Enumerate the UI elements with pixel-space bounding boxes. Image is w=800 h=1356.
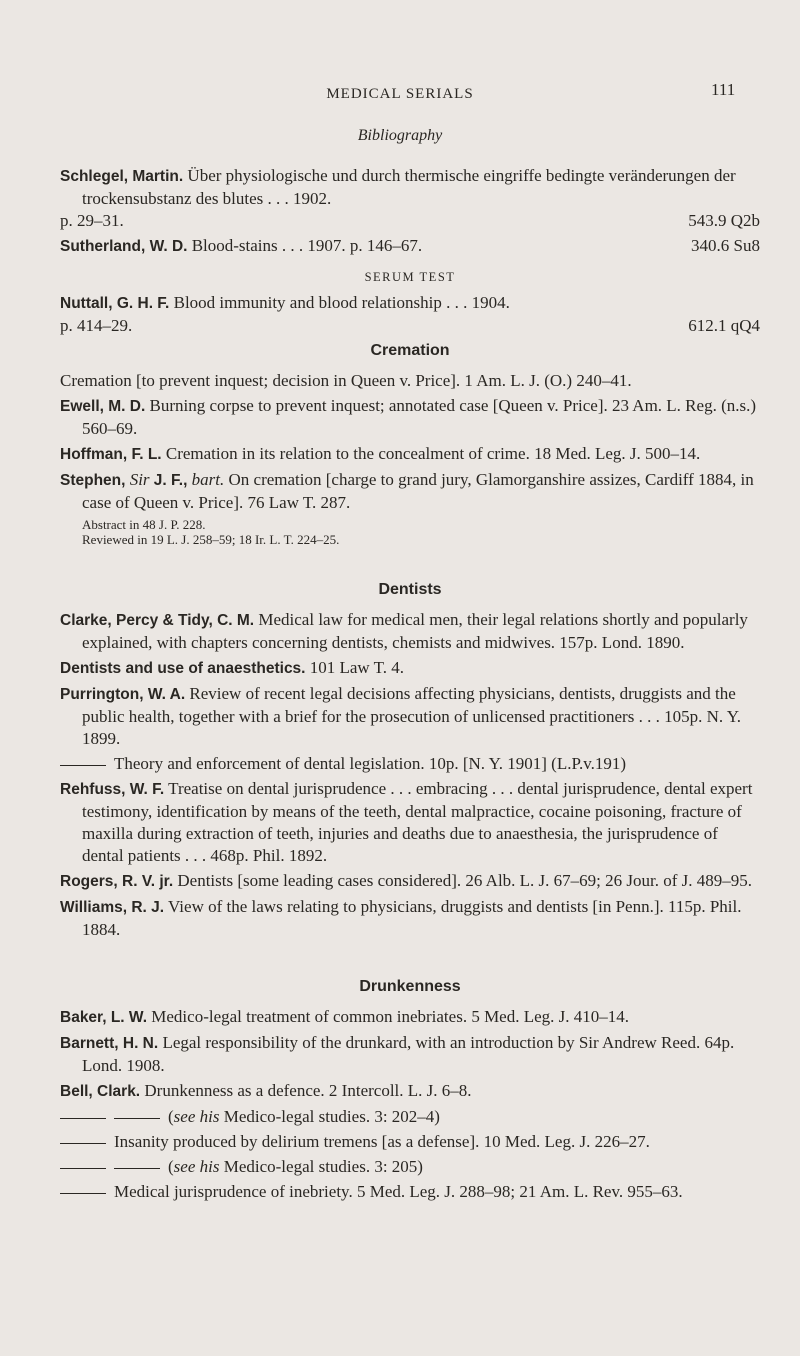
entry-text: Blood immunity and blood relationship . . . 1904. [173,293,510,312]
serum-test-heading: SERUM TEST [364,270,456,284]
section-subtitle: Bibliography [357,127,443,144]
entry-bell-4: (see his Medico-legal studies. 3: 205) [60,1156,760,1178]
entry-baker [60,1006,760,1029]
entry-text: On cremation [charge to grand jury, Glamorganshire assizes, Cardiff 1884, in case of Queen v. Price]. 76 Law T. 287. [82,470,754,512]
ditto-dash [60,1143,106,1144]
entry-author: Nuttall, G. H. F. [60,295,170,312]
entry-text: 101 Law T. 4. [309,658,405,677]
entry-text: Burning corpse to prevent inquest; annotated case [Queen v. Price]. 23 Am. L. Reg. (n.s.) 560–69. [82,396,757,438]
entry-cremation: Cremation [to prevent inquest; decision in Queen v. Price]. 1 Am. L. J. (O.) 240–41. [60,371,632,390]
call-number: 612.1 qQ4 [688,316,760,335]
see-reference: see his [173,1107,220,1126]
entry-text: Medico-legal studies. 3: 205) [223,1157,423,1176]
entry-ewell [60,395,760,440]
entry-author: Dentists and use of anaesthetics. [60,660,306,677]
entry-text: Cremation in its relation to the concealment of crime. 18 Med. Leg. J. 500–14. [165,444,701,463]
entry-line [60,210,760,232]
running-title: MEDICAL SERIALS [326,86,474,102]
entry-note: Reviewed in 19 L. J. 258–59; 18 Ir. L. T. 224–25. [82,532,340,547]
entry-bell-2: (see his Medico-legal studies. 3: 202–4) [60,1106,760,1128]
dentists-heading: Dentists [378,581,442,598]
entry-schlegel [60,165,760,232]
entry-barnett [60,1032,760,1077]
entry-clarke [60,609,760,654]
entry-hoffman [60,443,760,466]
entry-text: Review of recent legal decisions affecting physicians, dentists, druggists and the public health, together with a brief for the prosecution of unlicensed practitioners . . . 105p. N. Y. 1899. [82,684,742,748]
entry-title-sir: Sir [129,470,150,489]
entry-author: Rehfuss, W. F. [60,781,165,798]
entry-text: Drunkenness as a defence. 2 Intercoll. L. J. 6–8. [144,1081,472,1100]
entry-author: Rogers, R. V. jr. [60,873,174,890]
drunkenness-heading: Drunkenness [359,978,461,995]
entry-author: Bell, Clark. [60,1083,141,1100]
entry-author: Barnett, H. N. [60,1035,159,1052]
entry-text: Treatise on dental jurisprudence . . . embracing . . . dental jurisprudence, dental expert testimony, identification by means of the teeth, dental malpractice, cocaine poisoning, fracture of maxilla during extraction of teeth, injuries and deaths due to anaesthesia, the jurisprudence of dental patients . . . 468p. Phil. 1892. [82,779,753,865]
entry-text: Medical jurisprudence of inebriety. 5 Med. Leg. J. 288–98; 21 Am. L. Rev. 955–63. [114,1182,683,1201]
entry-bell-5 [60,1181,760,1203]
entry-title-bart: bart. [191,470,225,489]
entry-initials: J. F., [153,472,188,489]
entry-williams [60,896,760,941]
entry-text: Medico-legal treatment of common inebriates. 5 Med. Leg. J. 410–14. [151,1007,630,1026]
entry-author: Williams, R. J. [60,899,165,916]
entry-text: View of the laws relating to physicians, druggists and dentists [in Penn.]. 115p. Phil. 1884. [82,897,742,939]
entry-text: Dentists [some leading cases considered]. 26 Alb. L. J. 67–69; 26 Jour. of J. 489–95. [177,871,753,890]
entry-rehfuss [60,778,760,867]
entry-note: Abstract in 48 J. P. 228. [82,517,206,532]
entry-text: Theory and enforcement of dental legislation. 10p. [N. Y. 1901] (L.P.v.191) [114,754,627,773]
entry-line [60,315,760,337]
see-reference: see his [173,1157,220,1176]
entry-purrington-2 [60,753,760,775]
entry-rogers [60,870,760,893]
ditto-dash [60,765,106,766]
entry-author: Clarke, Percy & Tidy, C. M. [60,612,255,629]
entry-text: Über physiologische und durch thermische eingriffe bedingte veränderungen der trockensubstanz des blutes . . . 1902. [82,166,736,208]
entry-text: Legal responsibility of the drunkard, with an introduction by Sir Andrew Reed. 64p. Lond. 1908. [82,1033,735,1075]
page-number: 111 [711,80,736,99]
entry-nuttall [60,292,760,337]
entry-author: Baker, L. W. [60,1009,148,1026]
ditto-dash [60,1168,106,1169]
cremation-heading: Cremation [370,342,450,359]
call-number: 543.9 Q2b [688,211,760,230]
ditto-dash [60,1193,106,1194]
entry-bell-3 [60,1131,760,1153]
entry-author: Hoffman, F. L. [60,446,162,463]
entry-author: Purrington, W. A. [60,686,186,703]
entry-sutherland [60,235,760,258]
bibliography-body [60,165,760,1206]
entry-text: Insanity produced by delirium tremens [as a defense]. 10 Med. Leg. J. 226–27. [114,1132,650,1151]
call-number: 340.6 Su8 [691,236,760,255]
ditto-dash [114,1118,160,1119]
entry-dentists-anaesthetics [60,657,760,680]
entry-pages: p. 414–29. [60,316,133,335]
entry-author: Ewell, M. D. [60,398,146,415]
entry-text: Blood-stains . . . 1907. p. 146–67. [191,236,423,255]
entry-text: Medico-legal studies. 3: 202–4) [223,1107,440,1126]
entry-bell [60,1080,760,1103]
entry-author: Stephen, [60,472,126,489]
ditto-dash [114,1168,160,1169]
entry-author: Sutherland, W. D. [60,238,188,255]
entry-purrington [60,683,760,750]
entry-text: Medical law for medical men, their legal relations shortly and popularly explained, with chapters concerning dentists, chemists and midwives. 157p. Lond. 1890. [82,610,748,652]
entry-author: Schlegel, Martin. [60,168,184,185]
entry-stephen [60,469,760,514]
entry-pages: p. 29–31. [60,211,124,230]
ditto-dash [60,1118,106,1119]
